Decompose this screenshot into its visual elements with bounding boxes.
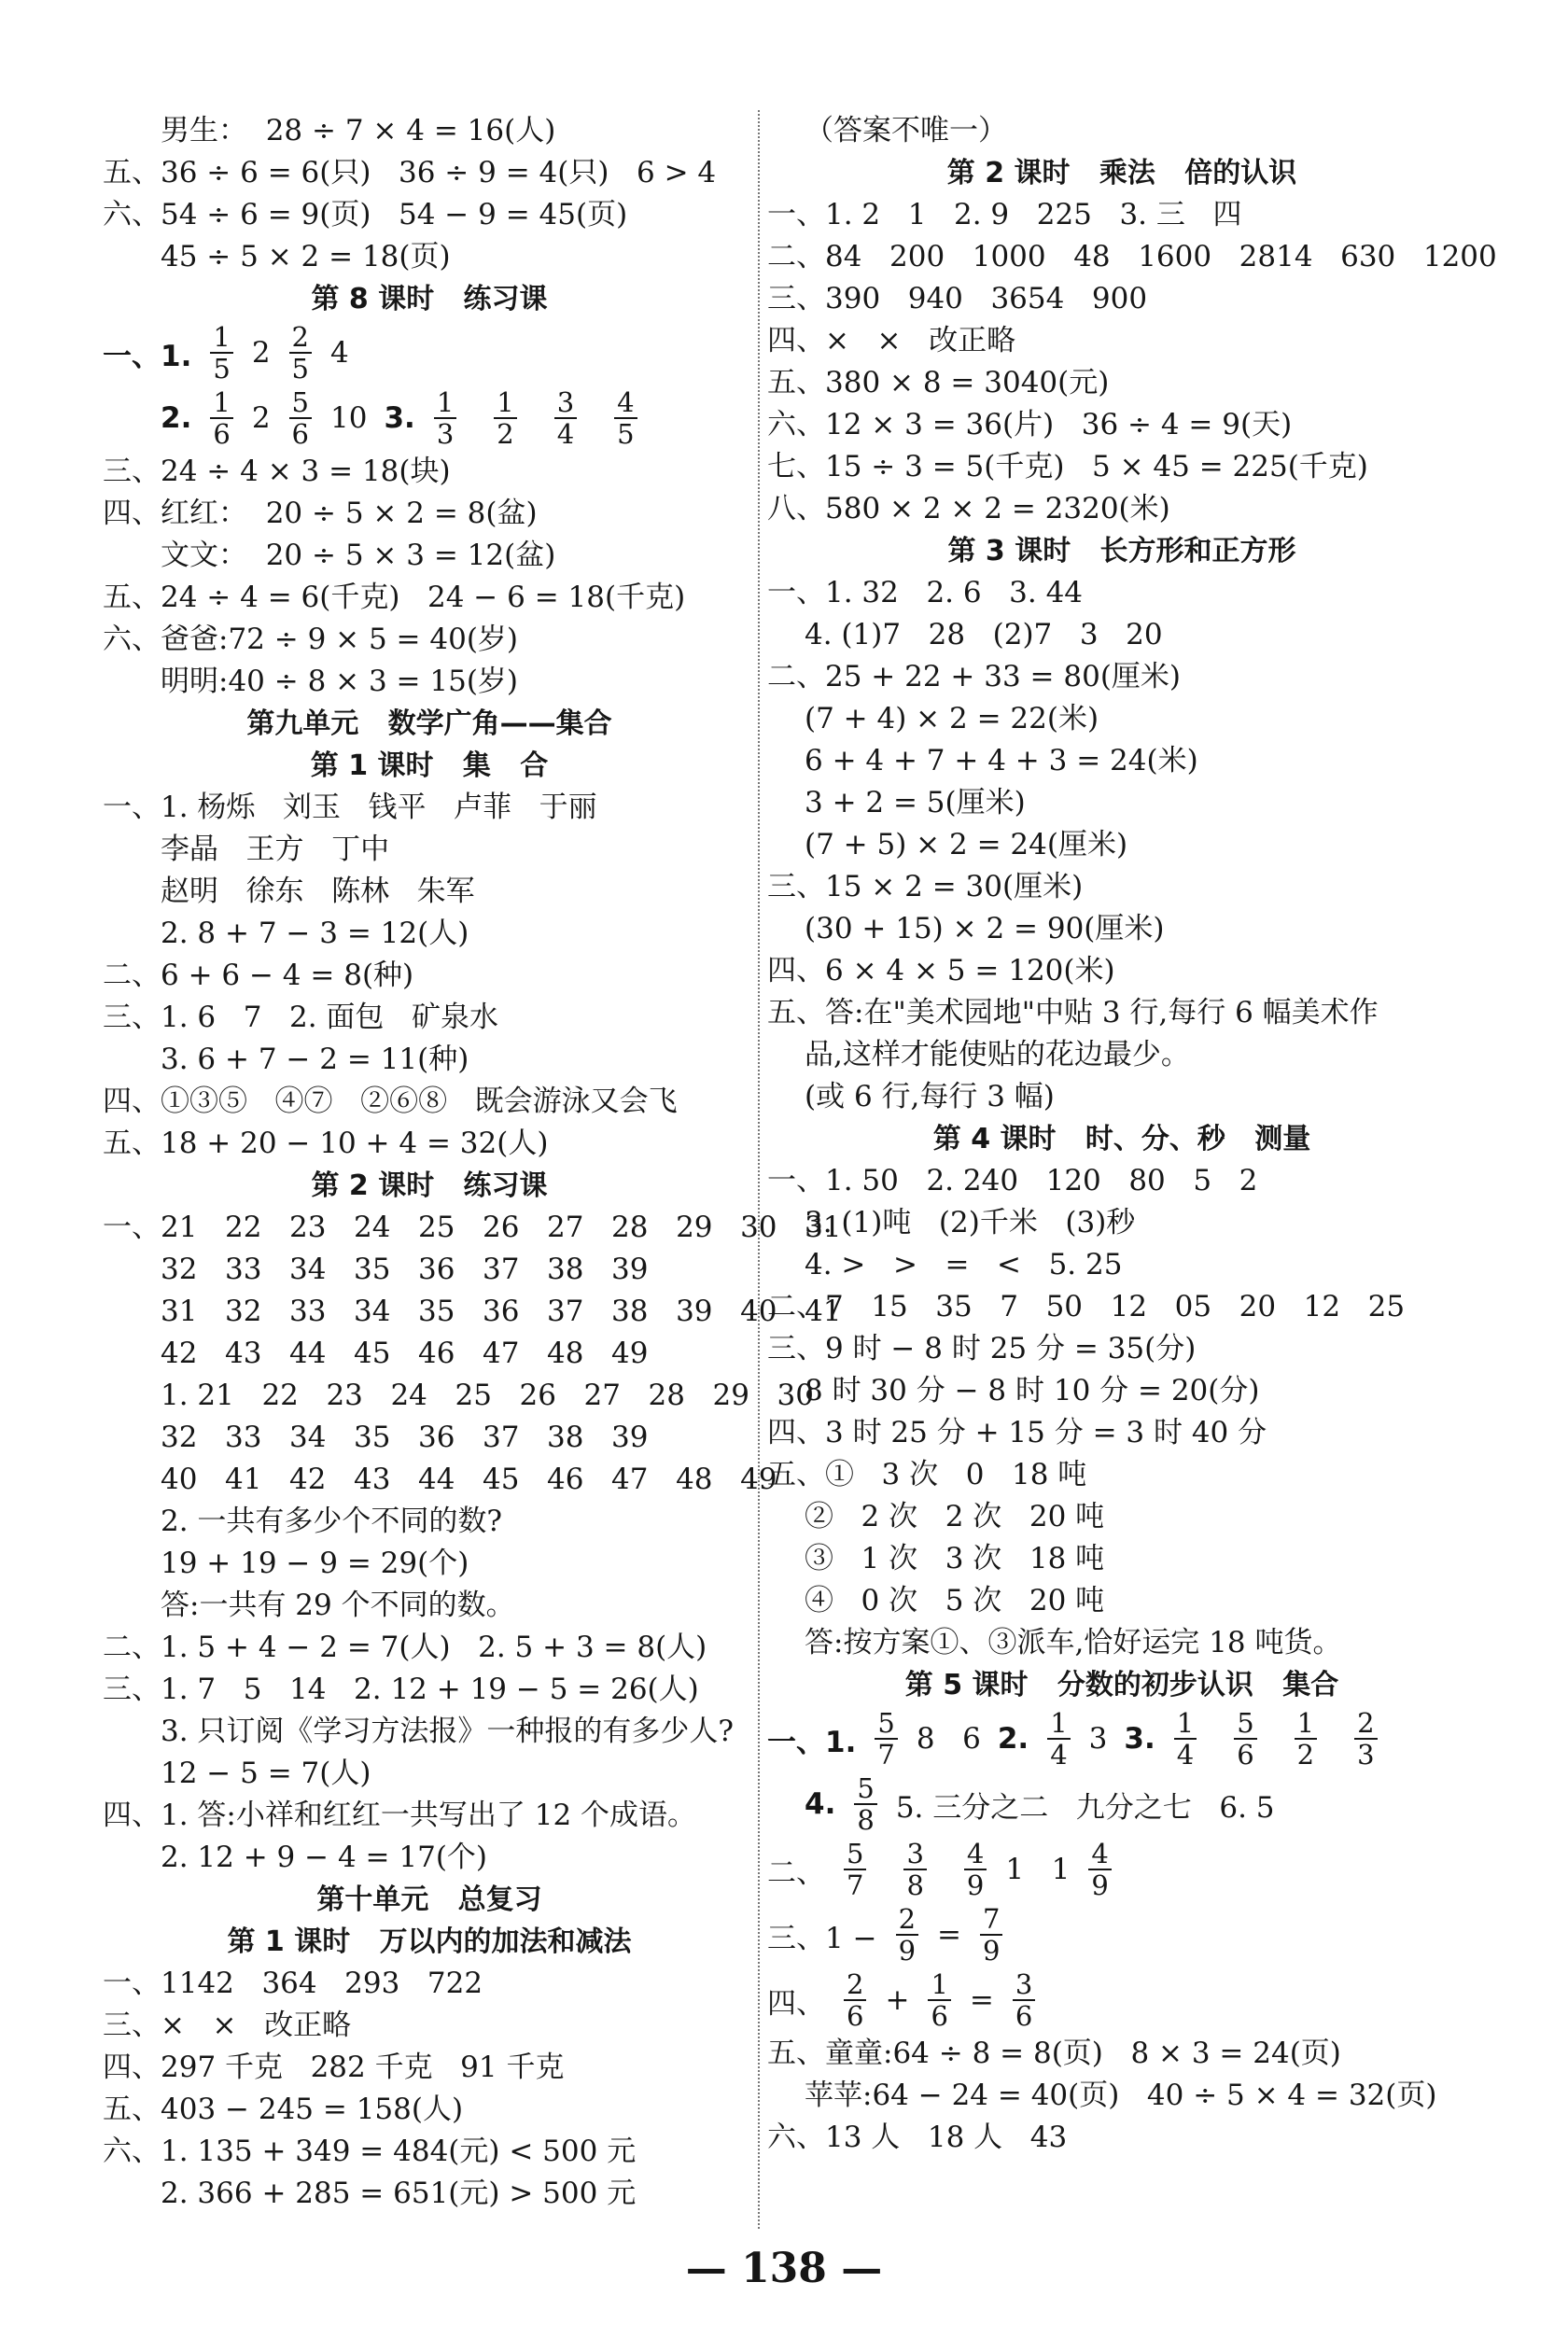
fraction-line: 四、 $\frac{2}{6}$ + $\frac{1}{6}$ = $\frac{3}{6}$ — [767, 1967, 1477, 2033]
answer-line: 答:按方案①、③派车,恰好运完 18 吨货。 — [805, 1626, 1342, 1659]
answer-line: 四、3 时 25 分 + 15 分 = 3 时 40 分 — [767, 1416, 1267, 1449]
section-heading: 第 5 课时 分数的初步认识 集合 — [904, 1669, 1339, 1701]
fraction-line: 2. $\frac{1}{6}$ 2 $\frac{5}{6}$ 10 3. $\frac{1}{3}$ $\frac{1}{2}$ $\frac{3}{4}$ $\frac{4}{5}$ — [103, 385, 756, 451]
fraction: $\frac{3}{8}$ — [903, 1839, 926, 1900]
right-column — [767, 110, 1497, 2159]
answer-line: 品,这样才能使贴的花边最少。 — [805, 1038, 1190, 1071]
answer-line: ④ 0 次 5 次 20 吨 — [805, 1584, 1105, 1617]
section-heading: 第 4 课时 时、分、秒 测量 — [932, 1123, 1311, 1155]
fraction: $\frac{5}{8}$ — [854, 1773, 876, 1835]
answer-line: 四、①③⑤ ④⑦ ②⑥⑧ 既会游泳又会飞 — [103, 1085, 678, 1118]
answer-line: 42 43 44 45 46 47 48 49 — [161, 1337, 649, 1370]
item-number: 一、1. — [103, 339, 192, 373]
fraction: $\frac{2}{3}$ — [1354, 1708, 1377, 1770]
fraction-line: 一、1. $\frac{1}{5}$ 2 $\frac{2}{5}$ 4 — [103, 321, 349, 385]
answer-line: 五、① 3 次 0 18 吨 — [767, 1458, 1087, 1491]
answer-line: 一、1. 50 2. 240 120 80 5 2 — [767, 1164, 1258, 1197]
answer-line: 苹苹:64 − 24 = 40(页) 40 ÷ 5 × 4 = 32(页) — [805, 2079, 1437, 2112]
left-column — [103, 110, 842, 2215]
answer-line: ② 2 次 2 次 20 吨 — [805, 1500, 1105, 1533]
answer-line: 三、1. 7 5 14 2. 12 + 19 − 5 = 26(人) — [103, 1673, 699, 1706]
answer-line: 12 − 5 = 7(人) — [161, 1757, 371, 1790]
answer-line: 男生： 28 ÷ 7 × 4 = 16(人) — [161, 114, 556, 147]
fraction: $\frac{4}{9}$ — [1088, 1839, 1111, 1900]
section-heading: 第 3 课时 长方形和正方形 — [947, 535, 1296, 567]
unit-heading: 第十单元 总复习 — [316, 1883, 542, 1916]
answer-line: 二、25 + 22 + 33 = 80(厘米) — [767, 660, 1182, 693]
section-heading: 第 1 课时 万以内的加法和减法 — [227, 1925, 632, 1958]
answer-line: 七、15 ÷ 3 = 5(千克) 5 × 45 = 225(千克) — [767, 450, 1368, 483]
column-divider — [758, 110, 760, 2229]
answer-line: 二、1. 5 + 4 − 2 = 7(人) 2. 5 + 3 = 8(人) — [103, 1631, 707, 1664]
page-number: — 138 — — [685, 2245, 883, 2292]
answer-line: 四、× × 改正略 — [767, 324, 1016, 357]
answer-line: 一、1142 364 293 722 — [103, 1967, 483, 2000]
section-heading: 第 2 课时 练习课 — [311, 1169, 548, 1202]
answer-line: (30 + 15) × 2 = 90(厘米) — [805, 912, 1165, 945]
answer-line: 4. (1)7 28 (2)7 3 20 — [805, 618, 1163, 651]
fraction: $\frac{1}{6}$ — [210, 387, 232, 449]
answer-line: 五、18 + 20 − 10 + 4 = 32(人) — [103, 1127, 549, 1160]
fraction: $\frac{4}{5}$ — [614, 387, 637, 449]
fraction: $\frac{4}{9}$ — [964, 1839, 987, 1900]
answer-line: 45 ÷ 5 × 2 = 18(页) — [161, 240, 451, 273]
answer-line: 五、24 ÷ 4 = 6(千克) 24 − 6 = 18(千克) — [103, 581, 686, 614]
fraction-line: 二、 $\frac{5}{7}$ $\frac{3}{8}$ $\frac{4}{9}$ 1 1 $\frac{4}{9}$ — [767, 1837, 1477, 1902]
answer-line: (7 + 4) × 2 = 22(米) — [805, 702, 1099, 735]
answer-line: （答案不唯一） — [805, 114, 1007, 147]
fraction: $\frac{1}{4}$ — [1174, 1708, 1197, 1770]
unit-heading: 第九单元 数学广角——集合 — [246, 707, 612, 740]
answer-line: 8 时 30 分 − 8 时 10 分 = 20(分) — [805, 1374, 1260, 1407]
answer-line: 答:一共有 29 个不同的数。 — [161, 1589, 515, 1622]
fraction: $\frac{5}{7}$ — [844, 1839, 866, 1900]
answer-line: 李晶 王方 丁中 — [161, 833, 390, 866]
answer-line: 四、297 千克 282 千克 91 千克 — [103, 2051, 565, 2084]
answer-line: 1. 21 22 23 24 25 26 27 28 29 30 — [161, 1379, 814, 1412]
answer-line: 文文： 20 ÷ 5 × 3 = 12(盆) — [161, 539, 556, 572]
answer-line: 六、12 × 3 = 36(片) 36 ÷ 4 = 9(天) — [767, 408, 1293, 441]
answer-line: 一、1. 32 2. 6 3. 44 — [767, 576, 1084, 609]
answer-line: 四、6 × 4 × 5 = 120(米) — [767, 954, 1115, 987]
answer-line: 六、1. 135 + 349 = 484(元) < 500 元 — [103, 2135, 637, 2168]
answer-line: 八、580 × 2 × 2 = 2320(米) — [767, 492, 1170, 525]
answer-line: 3. 6 + 7 − 2 = 11(种) — [161, 1043, 469, 1076]
fraction: $\frac{3}{4}$ — [554, 387, 577, 449]
answer-line: 赵明 徐东 陈林 朱军 — [161, 875, 475, 908]
answer-line: 五、36 ÷ 6 = 6(只) 36 ÷ 9 = 4(只) 6 > 4 — [103, 156, 717, 189]
fraction: $\frac{7}{9}$ — [980, 1904, 1002, 1966]
answer-line: 三、1. 6 7 2. 面包 矿泉水 — [103, 1001, 498, 1034]
answer-line: 二、84 200 1000 48 1600 2814 630 1200 — [767, 240, 1497, 273]
answer-line: 31 32 33 34 35 36 37 38 39 40 41 — [161, 1295, 842, 1328]
fraction: $\frac{5}{7}$ — [875, 1708, 897, 1770]
answer-line: 三、× × 改正略 — [103, 2009, 352, 2042]
answer-line: 三、9 时 − 8 时 25 分 = 35(分) — [767, 1332, 1197, 1365]
section-heading: 第 8 课时 练习课 — [311, 283, 548, 315]
fraction: $\frac{1}{5}$ — [210, 322, 232, 384]
answer-line: 六、爸爸:72 ÷ 9 × 5 = 40(岁) — [103, 623, 519, 656]
answer-line: 二、7 15 35 7 50 12 05 20 12 25 — [767, 1290, 1406, 1323]
answer-line: 2. 366 + 285 = 651(元) > 500 元 — [161, 2177, 637, 2210]
answer-line: (或 6 行,每行 3 幅) — [805, 1080, 1055, 1113]
answer-line: 2. 一共有多少个不同的数? — [161, 1505, 503, 1538]
fraction-line: 一、1. $\frac{5}{7}$ 8 6 2. $\frac{1}{4}$ 3 3. $\frac{1}{4}$ $\frac{5}{6}$ $\frac{1}{2}$ $\frac{2}{3}$ — [767, 1706, 1477, 1771]
fraction-line: 4. $\frac{5}{8}$ 5. 三分之二 九分之七 6. 5 — [805, 1772, 1275, 1836]
answer-line: 一、1. 杨烁 刘玉 钱平 卢菲 于丽 — [103, 791, 597, 824]
answer-line: 三、24 ÷ 4 × 3 = 18(块) — [103, 455, 451, 488]
answer-line: 2. 8 + 7 − 3 = 12(人) — [161, 917, 469, 950]
fraction-line: 三、1 − $\frac{2}{9}$ = $\frac{7}{9}$ — [767, 1902, 1477, 1967]
answer-line: 四、红红： 20 ÷ 5 × 2 = 8(盆) — [103, 497, 538, 530]
fraction: $\frac{2}{9}$ — [896, 1904, 918, 1966]
answer-line: 一、1. 2 1 2. 9 225 3. 三 四 — [767, 198, 1242, 231]
answer-line: 19 + 19 − 9 = 29(个) — [161, 1547, 469, 1580]
answer-line: 六、13 人 18 人 43 — [767, 2121, 1068, 2154]
answer-line: 五、答:在"美术园地"中贴 3 行,每行 6 幅美术作 — [767, 996, 1379, 1029]
answer-line: 6 + 4 + 7 + 4 + 3 = 24(米) — [805, 744, 1198, 777]
fraction: $\frac{1}{2}$ — [494, 387, 516, 449]
answer-line: 4. > > = < 5. 25 — [805, 1248, 1123, 1281]
answer-line: 三、15 × 2 = 30(厘米) — [767, 870, 1084, 903]
answer-line: 二、6 + 6 − 4 = 8(种) — [103, 959, 414, 992]
fraction: $\frac{1}{6}$ — [928, 1969, 950, 2031]
fraction: $\frac{5}{6}$ — [1234, 1708, 1256, 1770]
answer-line: 32 33 34 35 36 37 38 39 — [161, 1253, 649, 1286]
answer-line: 五、380 × 8 = 3040(元) — [767, 366, 1110, 399]
answer-line: 三、390 940 3654 900 — [767, 282, 1148, 315]
answer-line: (7 + 5) × 2 = 24(厘米) — [805, 828, 1128, 861]
fraction: $\frac{1}{4}$ — [1047, 1708, 1070, 1770]
fraction: $\frac{2}{6}$ — [844, 1969, 866, 2031]
answer-line: 四、1. 答:小祥和红红一共写出了 12 个成语。 — [103, 1799, 697, 1832]
fraction: $\frac{2}{5}$ — [289, 322, 312, 384]
fraction: $\frac{1}{2}$ — [1295, 1708, 1317, 1770]
answer-line: 3. (1)吨 (2)千米 (3)秒 — [805, 1206, 1136, 1239]
section-heading: 第 2 课时 乘法 倍的认识 — [946, 157, 1297, 189]
answer-line: 40 41 42 43 44 45 46 47 48 49 — [161, 1463, 777, 1496]
answer-line: 2. 12 + 9 − 4 = 17(个) — [161, 1841, 488, 1874]
answer-line: 六、54 ÷ 6 = 9(页) 54 − 9 = 45(页) — [103, 198, 628, 231]
answer-line: 五、童童:64 ÷ 8 = 8(页) 8 × 3 = 24(页) — [767, 2037, 1341, 2070]
answer-line: 3. 只订阅《学习方法报》一种报的有多少人? — [161, 1715, 735, 1748]
answer-line: 一、21 22 23 24 25 26 27 28 29 30 31 — [103, 1211, 842, 1244]
fraction: $\frac{3}{6}$ — [1013, 1969, 1035, 2031]
answer-line: 明明:40 ÷ 8 × 3 = 15(岁) — [161, 665, 519, 698]
answer-line: ③ 1 次 3 次 18 吨 — [805, 1542, 1105, 1575]
section-heading: 第 1 课时 集 合 — [310, 749, 549, 782]
fraction: $\frac{1}{3}$ — [434, 387, 456, 449]
answer-line: 32 33 34 35 36 37 38 39 — [161, 1421, 649, 1454]
fraction: $\frac{5}{6}$ — [289, 387, 312, 449]
answer-line: 3 + 2 = 5(厘米) — [805, 786, 1026, 819]
answer-line: 五、403 − 245 = 158(人) — [103, 2093, 464, 2126]
